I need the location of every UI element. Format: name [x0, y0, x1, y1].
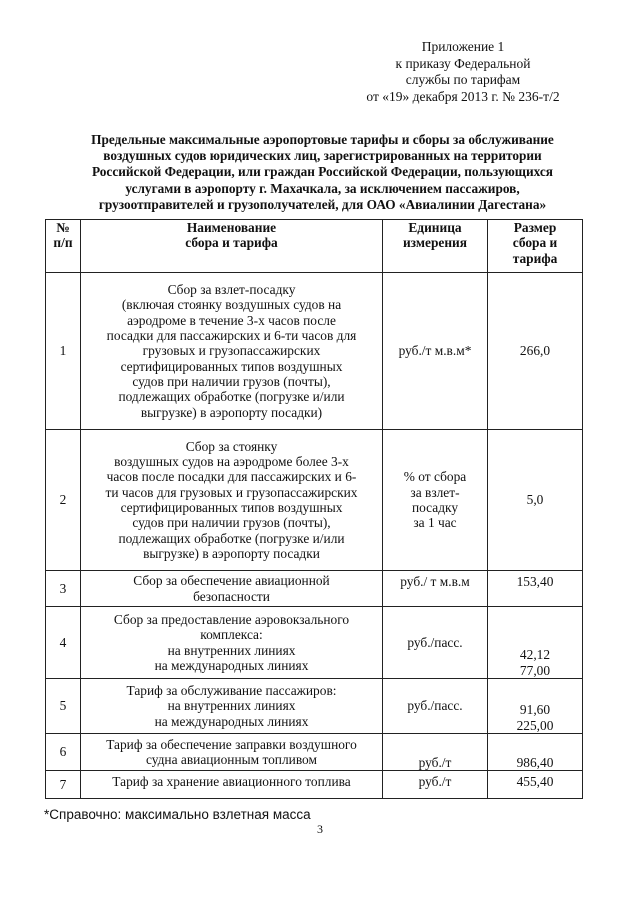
title-line: услугами в аэропорту г. Махачкала, за исключением пассажиров,: [125, 180, 520, 196]
row-value: 266,0: [488, 273, 583, 430]
row-unit: руб./т: [383, 771, 488, 799]
header-num: № п/п: [46, 220, 81, 273]
title-line: Российской Федерации, или граждан Российской Федерации, пользующихся: [91, 164, 553, 180]
row-value: 455,40: [488, 771, 583, 799]
tariff-table: [45, 219, 583, 799]
header-name: Наименование сбора и тарифа: [81, 220, 383, 273]
table-row: [46, 607, 583, 679]
table-row: [46, 273, 583, 430]
appendix-line: Приложение 1: [421, 39, 505, 54]
row-value: 986,40: [488, 734, 583, 771]
row-number: 7: [46, 771, 81, 799]
document-title: [40, 132, 605, 213]
appendix-line: службы по тарифам: [405, 72, 521, 87]
row-name: Сбор за взлет-посадку (включая стоянку воздушных судов на аэродроме в течение 3-х часов после посадки для пассажирских и 6-ти часов для грузовых и грузопассажирских сертифицированных типов воздушных судов при наличии грузов (почты), подлежащих обработке (погрузке и/или выгрузке) в аэропорту посадки): [81, 273, 383, 430]
row-unit: % от сбора за взлет- посадку за 1 час: [383, 430, 488, 571]
header-unit: Единица измерения: [383, 220, 488, 273]
row-name: Сбор за обеспечение авиационной безопасности: [81, 571, 383, 607]
header-value: Размер сбора и тарифа: [488, 220, 583, 273]
footnote: *Справочно: максимально взлетная масса: [44, 807, 311, 822]
row-number: 1: [46, 273, 81, 430]
table-row: [46, 430, 583, 571]
table-row: [46, 771, 583, 799]
appendix-line: к приказу Федеральной: [395, 55, 531, 71]
row-number: 3: [46, 571, 81, 607]
row-name: Тариф за хранение авиационного топлива: [81, 771, 383, 799]
page-number: 3: [317, 822, 323, 836]
row-number: 5: [46, 679, 81, 734]
row-number: 4: [46, 607, 81, 679]
table-header-row: [46, 220, 583, 273]
row-name: Тариф за обеспечение заправки воздушного судна авиационным топливом: [81, 734, 383, 771]
title-line: воздушных судов юридических лиц, зарегистрированных на территории: [103, 148, 542, 164]
table-row: [46, 571, 583, 607]
row-value: 5,0: [488, 430, 583, 571]
row-value: 153,40: [488, 571, 583, 607]
appendix-line: от «19» декабря 2013 г. № 236-т/2: [366, 88, 560, 104]
title-line: Предельные максимальные аэропортовые тарифы и сборы за обслуживание: [91, 132, 554, 147]
row-name: Сбор за стоянку воздушных судов на аэродроме более 3-х часов после посадки для пассажирских и 6- ти часов для грузовых и грузопассажирских сертифицированных типов воздушных судов при наличии грузов (почты), подлежащих обработке (погрузке и/или выгрузке) в аэропорту посадки: [81, 430, 383, 571]
row-unit: руб./пасс.: [383, 679, 488, 734]
row-unit: руб./т м.в.м*: [383, 273, 488, 430]
row-number: 6: [46, 734, 81, 771]
row-name: Сбор за предоставление аэровокзального комплекса: на внутренних линиях на международных линиях: [81, 607, 383, 679]
row-value: 91,60 225,00: [488, 679, 583, 734]
row-name: Тариф за обслуживание пассажиров: на внутренних линиях на международных линиях: [81, 679, 383, 734]
row-value: 42,12 77,00: [488, 607, 583, 679]
row-unit: руб./т: [383, 734, 488, 771]
row-unit: руб./пасс.: [383, 607, 488, 679]
appendix-reference: [343, 39, 583, 105]
table-row: [46, 734, 583, 771]
row-number: 2: [46, 430, 81, 571]
row-unit: руб./ т м.в.м: [383, 571, 488, 607]
table-row: [46, 679, 583, 734]
title-line: грузоотправителей и грузополучателей, для ОАО «Авиалинии Дагестана»: [98, 196, 547, 212]
